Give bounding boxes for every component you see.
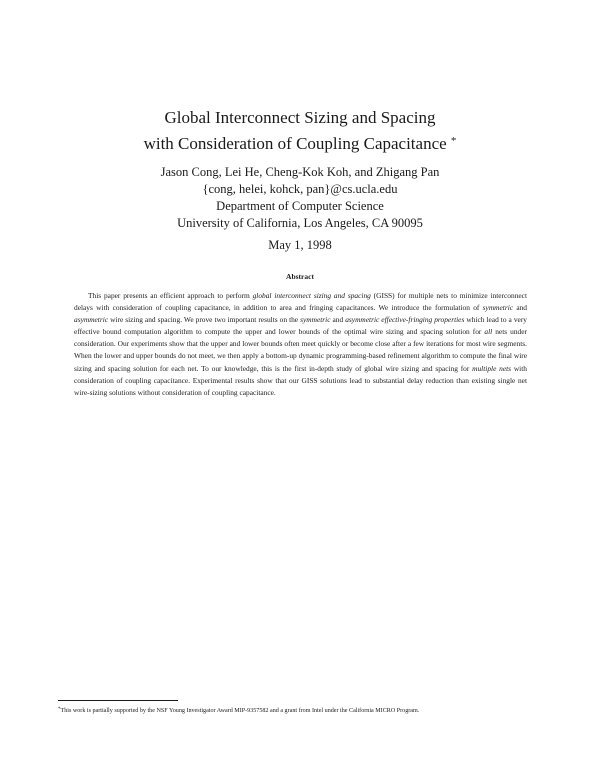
abstract-text: which lead to a very effective bound computation algorithm to compute the upper and lower bounds of the optimal wire sizing and spacing solution for <box>74 315 527 337</box>
abstract-text: with consideration of coupling capacitance. Experimental results show that our GISS solutions lead to substantial delay reduction than existing single net wire-sizing solutions without consideration of coupling capacitance. <box>74 363 527 397</box>
abstract-emphasis: multiple nets <box>472 363 512 373</box>
abstract-body <box>74 290 527 399</box>
abstract-emphasis: global interconnect sizing and spacing <box>252 291 371 300</box>
abstract-text: and <box>330 315 346 325</box>
paper-title-line-1: Global Interconnect Sizing and Spacing <box>164 108 436 127</box>
publication-date: May 1, 1998 <box>268 238 332 252</box>
paper-title-line-2-text: with Consideration of Coupling Capacitance <box>143 134 447 153</box>
footnote <box>58 705 548 716</box>
abstract-emphasis: all <box>484 327 493 337</box>
abstract-emphasis: symmetric <box>300 315 331 325</box>
author-university: University of California, Los Angeles, CA 90095 <box>177 216 423 230</box>
abstract-text: (GISS) for multiple nets to minimize interconnect delays with consideration of coupling capacitance, in addition to area and fringing capacitances. We introduce the formulation of <box>74 291 528 313</box>
title-footnote-mark: * <box>450 135 457 147</box>
abstract-text: This paper presents an efficient approach to perform <box>88 291 253 300</box>
footnote-mark: * <box>58 707 61 712</box>
author-emails: {cong, helei, kohck, pan}@cs.ucla.edu <box>202 182 398 196</box>
abstract-emphasis: symmetric <box>482 303 514 313</box>
abstract-heading: Abstract <box>286 272 314 281</box>
abstract-emphasis: asymmetric effective-fringing properties <box>345 315 465 325</box>
abstract-emphasis: asymmetric <box>74 315 109 325</box>
abstract-text: and <box>513 303 527 313</box>
abstract-text: nets under consideration. Our experiments show that the upper and lower bounds often meet quickly or become close after a few iterations for most wire segments. When the lower and upper bounds do not meet, we then apply a bottom-up dynamic programming-based refinement algorithm to compute the final wire sizing and spacing solution for each net. To our knowledge, this is the first in-depth study of global wire sizing and spacing for <box>74 327 527 373</box>
author-names: Jason Cong, Lei He, Cheng-Kok Koh, and Zhigang Pan <box>160 165 440 179</box>
abstract-text: wire sizing and spacing. We prove two important results on the <box>108 315 301 325</box>
footnote-text: This work is partially supported by the NSF Young Investigator Award MIP-9357582 and a grant from Intel under the California MICRO Program. <box>60 708 420 714</box>
footnote-divider <box>58 700 178 701</box>
author-department: Department of Computer Science <box>216 199 384 213</box>
paper-title-line-2 <box>0 130 600 155</box>
